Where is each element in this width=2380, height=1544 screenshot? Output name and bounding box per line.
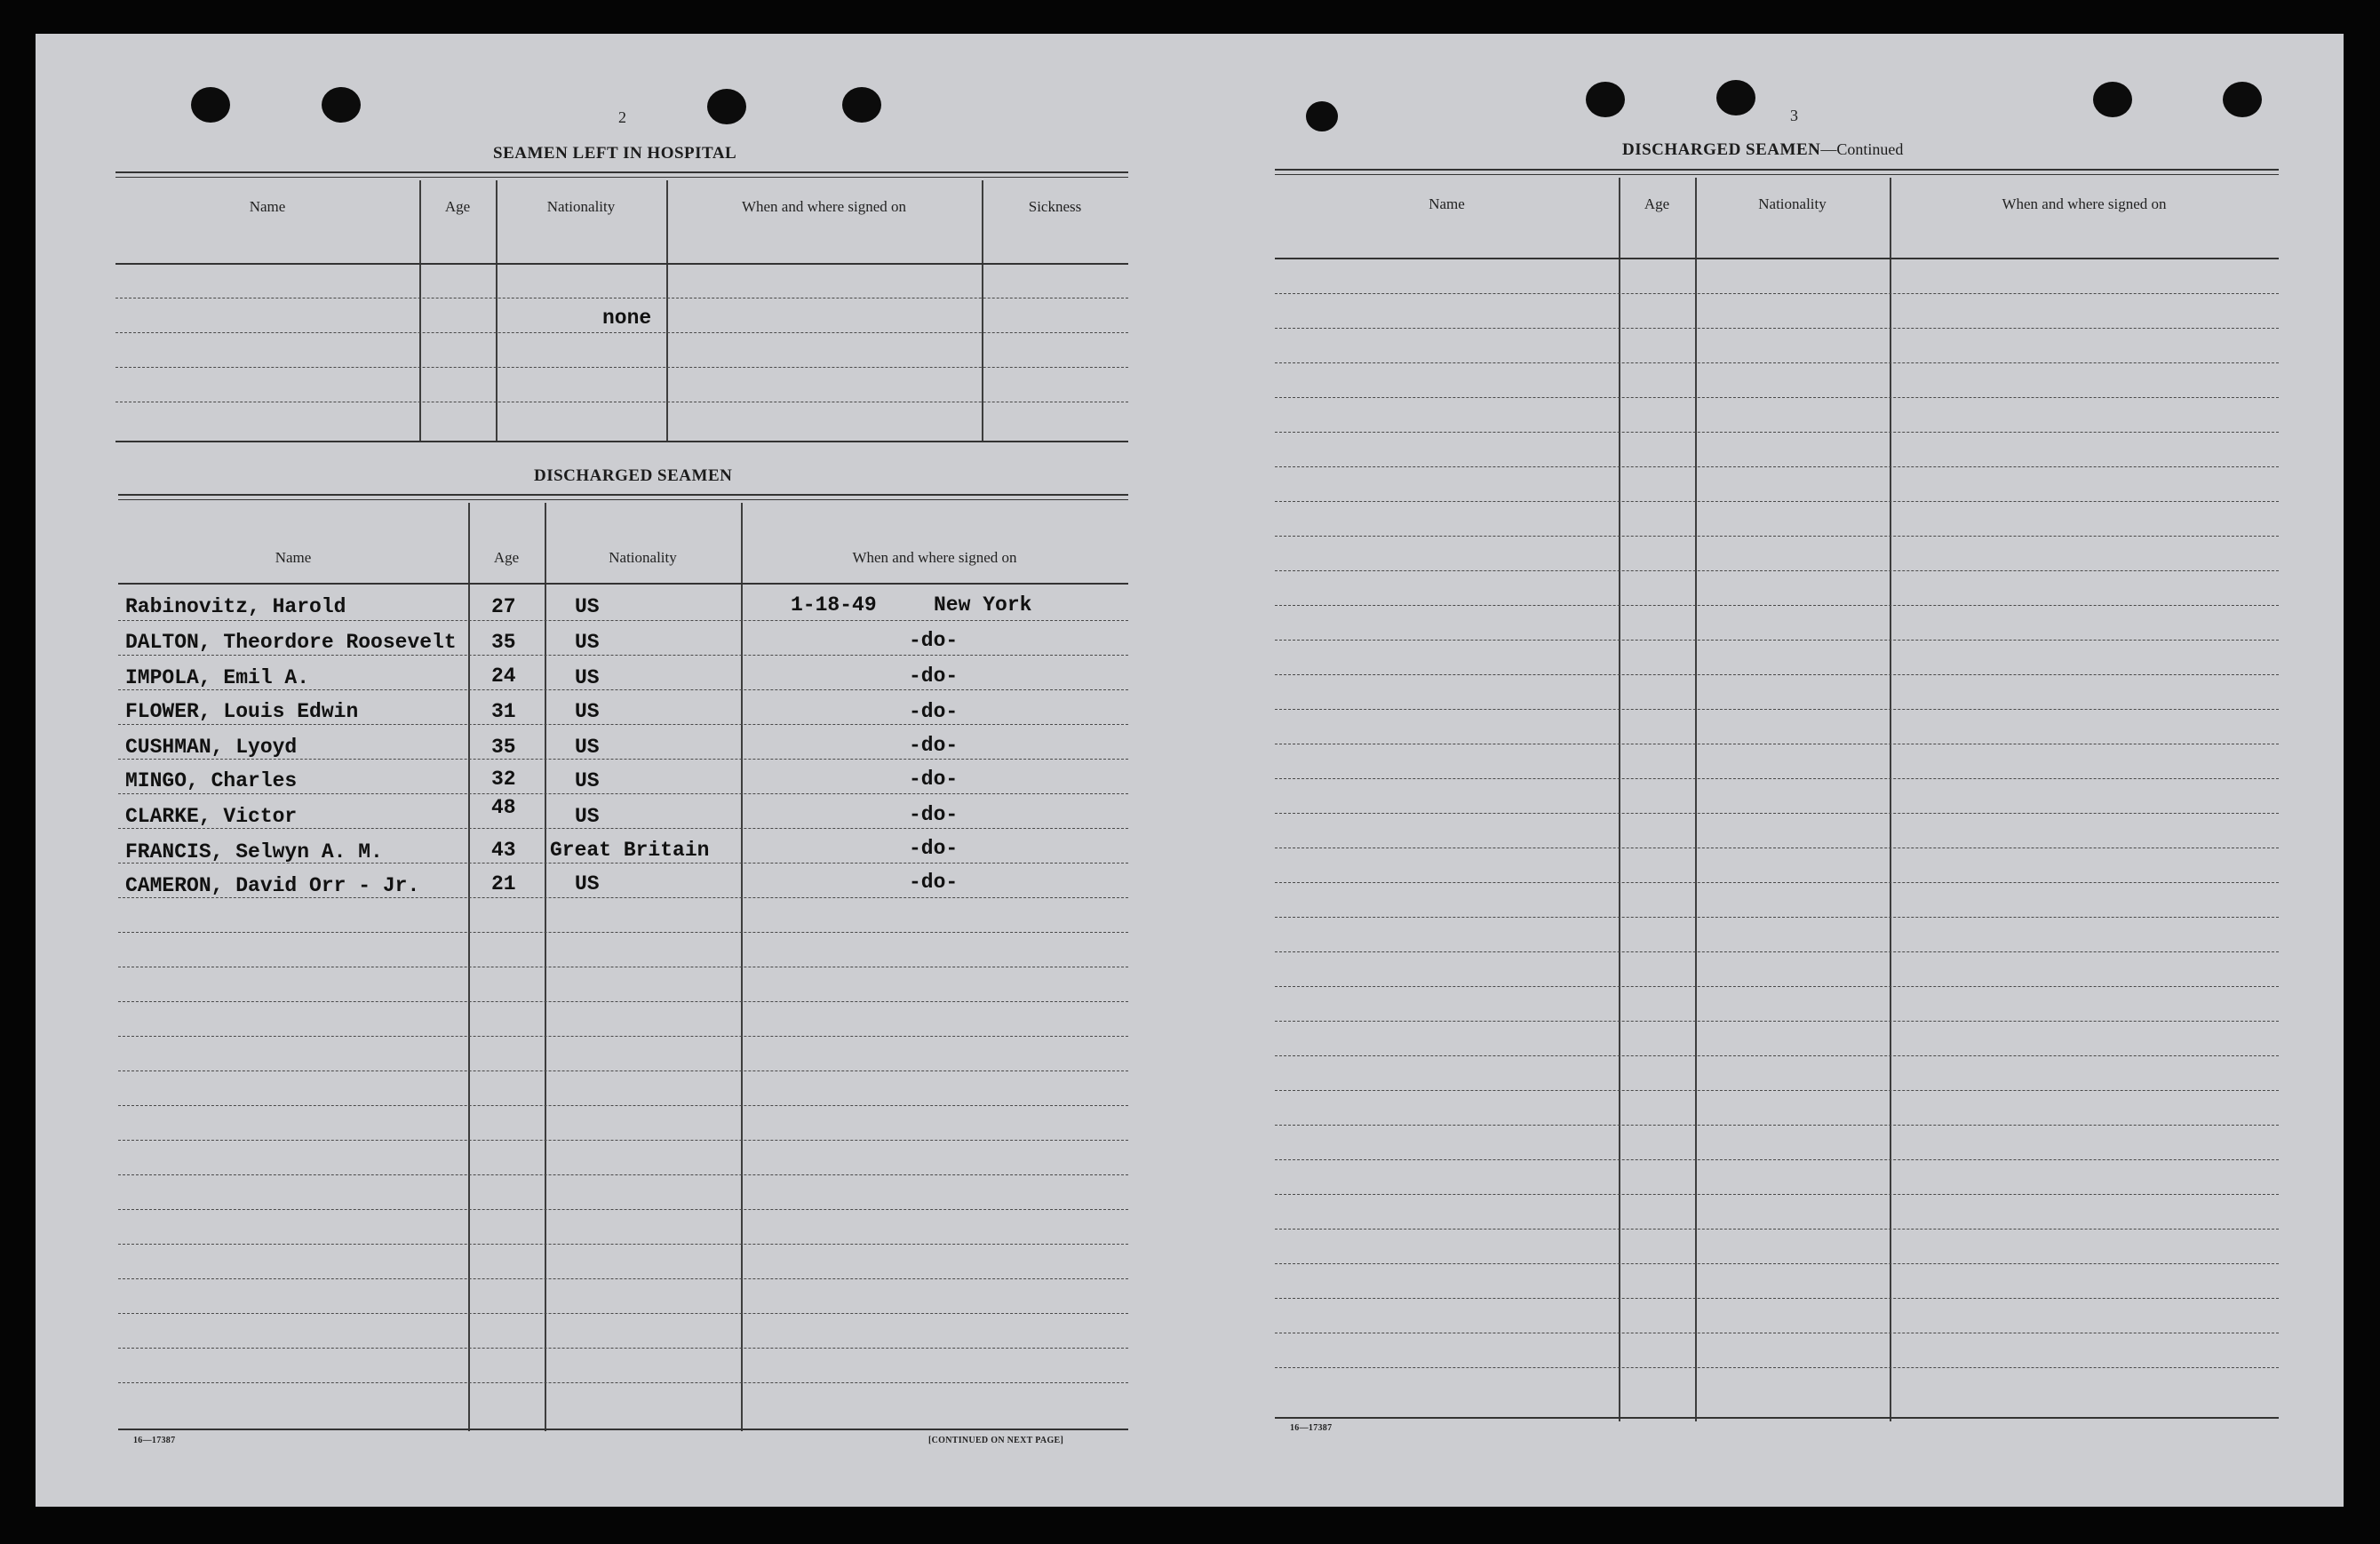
- seaman-name: Rabinovitz, Harold: [125, 595, 346, 618]
- hospital-col-age: Age: [444, 198, 471, 215]
- punch-hole: [707, 89, 746, 124]
- seaman-age: 31: [491, 700, 516, 723]
- continued-note: [CONTINUED ON NEXT PAGE]: [928, 1436, 1064, 1445]
- discharged-col-age: Age: [493, 549, 520, 566]
- seaman-age: 24: [491, 665, 516, 688]
- seaman-age: 35: [491, 631, 516, 654]
- seaman-signed-place: -do-: [909, 629, 959, 652]
- continued-col-nationality: Nationality: [1758, 195, 1827, 212]
- discharged-col-signed-on: When and where signed on: [852, 549, 1017, 566]
- seaman-nationality: US: [575, 736, 600, 759]
- hospital-col-name: Name: [249, 198, 286, 215]
- discharged-col-nationality: Nationality: [609, 549, 677, 566]
- seaman-name: FLOWER, Louis Edwin: [125, 700, 359, 723]
- seaman-name: DALTON, Theordore Roosevelt: [125, 631, 457, 654]
- discharged-continued-title-main: DISCHARGED SEAMEN: [1622, 140, 1821, 159]
- form-number-right: 16—17387: [1290, 1423, 1333, 1433]
- punch-hole: [842, 87, 881, 123]
- hospital-col-signed-on: When and where signed on: [741, 198, 907, 215]
- page-number-left: 2: [618, 108, 626, 126]
- discharged-table: [118, 494, 1128, 1453]
- seaman-age: 48: [491, 796, 516, 819]
- punch-hole: [1716, 80, 1755, 115]
- punch-hole: [191, 87, 230, 123]
- seaman-name: FRANCIS, Selwyn A. M.: [125, 840, 383, 864]
- hospital-col-sickness: Sickness: [1028, 198, 1082, 215]
- punch-hole: [2093, 82, 2132, 117]
- document-sheet: [36, 34, 2344, 1507]
- seaman-name: IMPOLA, Emil A.: [125, 666, 310, 689]
- hospital-entry-none: none: [602, 306, 652, 330]
- seaman-signed-place: -do-: [909, 665, 959, 688]
- page-number-right: 3: [1790, 107, 1798, 124]
- seaman-name: CLARKE, Victor: [125, 805, 298, 828]
- punch-hole: [1586, 82, 1625, 117]
- seaman-signed-place: -do-: [909, 871, 959, 894]
- seaman-signed-date: 1-18-49: [791, 593, 877, 617]
- seaman-nationality: US: [575, 666, 600, 689]
- punch-hole: [1306, 101, 1338, 131]
- hospital-title: SEAMEN LEFT IN HOSPITAL: [493, 144, 737, 163]
- hospital-table: [115, 171, 1128, 482]
- hospital-col-nationality: Nationality: [546, 198, 616, 215]
- seaman-signed-place: New York: [934, 593, 1032, 617]
- continued-col-name: Name: [1429, 195, 1465, 212]
- continued-col-age: Age: [1644, 195, 1670, 212]
- seaman-name: CAMERON, David Orr - Jr.: [125, 874, 420, 897]
- discharged-title: DISCHARGED SEAMEN: [534, 466, 733, 485]
- seaman-signed-place: -do-: [909, 700, 959, 723]
- seaman-signed-place: -do-: [909, 837, 959, 860]
- seaman-age: 21: [491, 872, 516, 895]
- seaman-signed-place: -do-: [909, 768, 959, 791]
- seaman-name: CUSHMAN, Lyoyd: [125, 736, 298, 759]
- seaman-nationality: US: [575, 805, 600, 828]
- seaman-nationality: US: [575, 872, 600, 895]
- seaman-signed-place: -do-: [909, 803, 959, 826]
- seaman-nationality: US: [575, 700, 600, 723]
- seaman-nationality: US: [575, 769, 600, 792]
- punch-hole: [322, 87, 361, 123]
- discharged-continued-title: [1622, 140, 1903, 160]
- form-number-left: 16—17387: [133, 1436, 176, 1445]
- seaman-name: MINGO, Charles: [125, 769, 298, 792]
- seaman-nationality: US: [575, 595, 600, 618]
- seaman-signed-place: -do-: [909, 734, 959, 757]
- seaman-age: 27: [491, 595, 516, 618]
- continued-col-signed-on: When and where signed on: [2002, 195, 2167, 212]
- discharged-continued-title-suffix: —Continued: [1820, 140, 1904, 158]
- seaman-age: 32: [491, 768, 516, 791]
- seaman-nationality: US: [575, 631, 600, 654]
- punch-hole: [2223, 82, 2262, 117]
- seaman-nationality: Great Britain: [550, 839, 710, 862]
- discharged-col-name: Name: [275, 549, 312, 566]
- seaman-age: 35: [491, 736, 516, 759]
- discharged-continued-table: [1275, 169, 2279, 1457]
- seaman-age: 43: [491, 839, 516, 862]
